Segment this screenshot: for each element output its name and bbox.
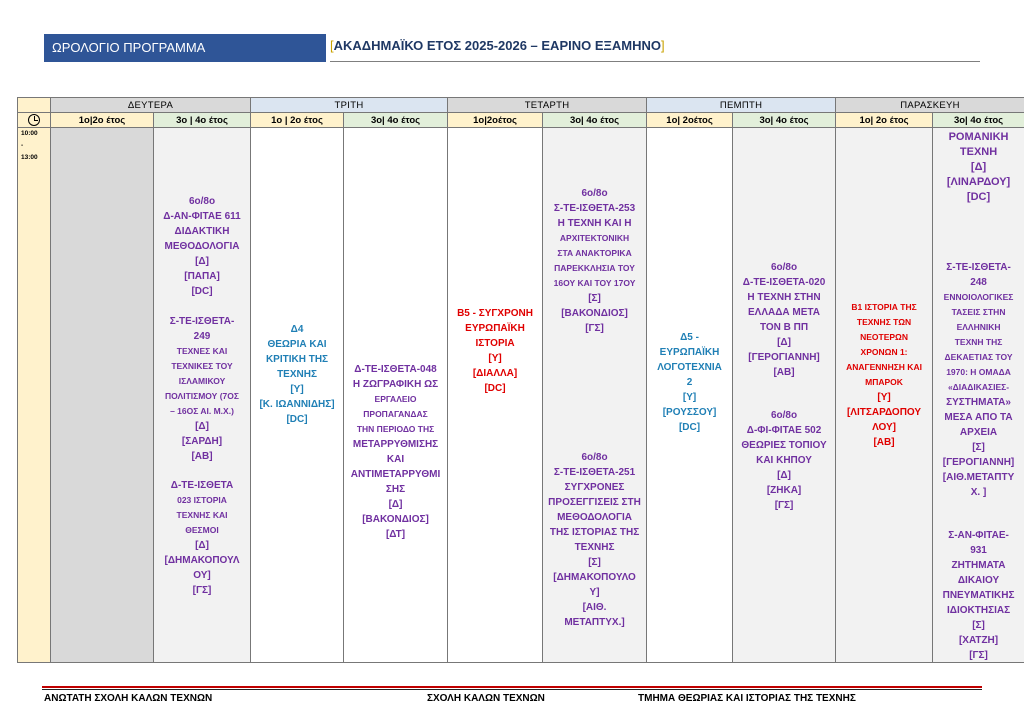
- course-block: [838, 300, 930, 450]
- course-line: ΜΕΤΑΠΤΥΧ.]: [564, 617, 625, 628]
- course-line: ΣΗΣ: [385, 484, 406, 495]
- course-line: ΕΡΓΑΛΕΙΟ: [374, 394, 417, 404]
- course-line: ΠΡΟΠΑΓΑΝΔΑΣ: [363, 409, 428, 419]
- course-line: [ΑΒ]: [191, 451, 213, 462]
- course-line: 2: [686, 377, 693, 388]
- course-line: ΧΡΟΝΩΝ 1:: [860, 347, 908, 357]
- course-line: Δ-ΤΕ-ΙΣΘΕΤΑ: [170, 480, 234, 491]
- year-header: 1ο | 2ο έτος: [251, 113, 344, 128]
- course-line: ΘΕΣΜΟΙ: [185, 525, 219, 535]
- course-line: ΘΕΩΡΙΕΣ ΤΟΠΙΟΥ: [741, 440, 827, 451]
- footer-divider-black: [42, 689, 982, 690]
- course-line: Χ. ]: [970, 487, 987, 498]
- course-line: 16ΟΥ ΚΑΙ ΤΟΥ 17ΟΥ: [553, 278, 636, 288]
- course-line: [ΖΗΚΑ]: [766, 485, 802, 496]
- cell-tue-12: [251, 128, 344, 663]
- course-line: [ΓΣ]: [585, 323, 604, 334]
- course-line: Η ΖΩΓΡΑΦΙΚΗ ΩΣ: [352, 379, 439, 390]
- clock-cell: [18, 113, 51, 128]
- cell-wed-12: [448, 128, 543, 663]
- cell-thu-12: [647, 128, 733, 663]
- academic-year-text: ΑΚΑΔΗΜΑΪΚΟ ΕΤΟΣ 2025-2026 – ΕΑΡΙΝΟ ΕΞΑΜΗΝΟ: [333, 38, 661, 53]
- course-block: [450, 306, 540, 396]
- time-slot: [18, 128, 51, 663]
- footer-divider-red: [42, 686, 982, 688]
- time-end: 13:00: [21, 154, 38, 161]
- course-line: ΤΗΝ ΠΕΡΙΟΔΟ ΤΗΣ: [356, 424, 435, 434]
- course-line: 6ο/8ο: [770, 262, 798, 273]
- cell-thu-34: [733, 128, 836, 663]
- course-line: ΔΕΚΑΕΤΙΑΣ ΤΟΥ: [944, 352, 1013, 362]
- year-header: 1ο| 2οέτος: [647, 113, 733, 128]
- course-line: [Σ]: [972, 620, 985, 631]
- course-line: ΠΟΛΙΤΙΣΜΟΥ (7ΟΣ: [165, 391, 239, 401]
- time-header: [18, 98, 51, 113]
- course-line: Η ΤΕΧΝΗ ΣΤΗΝ: [747, 292, 821, 303]
- course-line: [Δ]: [777, 337, 791, 348]
- course-line: [Υ]: [290, 384, 304, 395]
- course-line: [Σ]: [972, 442, 985, 453]
- course-block: [545, 450, 644, 630]
- course-line: ΟΥ]: [193, 570, 211, 581]
- course-line: [ΛΙΝΑΡΔΟΥ]: [946, 176, 1011, 188]
- course-line: [DC]: [966, 191, 991, 203]
- footer-school: ΣΧΟΛΗ ΚΑΛΩΝ ΤΕΧΝΩΝ: [427, 693, 545, 704]
- course-block: [735, 260, 833, 380]
- course-line: Δ5 -: [680, 332, 699, 343]
- course-line: 931: [970, 545, 987, 556]
- course-line: ΤΕΧΝΗΣ: [277, 369, 317, 380]
- course-line: ΤΕΧΝΗΣ: [574, 542, 615, 553]
- course-line: ΠΑΡΕΚΚΛΗΣΙΑ ΤΟΥ: [554, 263, 635, 273]
- course-line: [DC]: [286, 414, 308, 425]
- course-line: ΜΠΑΡΟΚ: [865, 377, 903, 387]
- course-line: Δ4: [290, 324, 304, 335]
- course-line: [Υ]: [682, 392, 697, 403]
- course-line: ΤΗΣ ΙΣΤΟΡΙΑΣ ΤΗΣ: [549, 527, 640, 538]
- course-line: Υ]: [589, 587, 600, 598]
- course-line: [ΔΗΜΑΚΟΠΟΥΛΟ: [553, 572, 636, 583]
- course-line: [Δ]: [970, 161, 987, 173]
- course-line: ΔΙΚΑΙΟΥ: [957, 575, 1000, 586]
- course-line: ΖΗΤΗΜΑΤΑ: [951, 560, 1006, 571]
- course-line: [ΛΙΤΣΑΡΔΟΠΟΥ: [846, 407, 922, 418]
- course-line: [ΑΙΘ.ΜΕΤΑΠΤΥ: [942, 472, 1015, 483]
- course-line: Σ-ΑΝ-ΦΙΤΑΕ-: [948, 530, 1009, 541]
- course-line: [ΑΒ]: [873, 437, 895, 448]
- schedule-table: [17, 97, 1024, 663]
- footer-university: ΑΝΩΤΑΤΗ ΣΧΟΛΗ ΚΑΛΩΝ ΤΕΧΝΩΝ: [44, 693, 213, 704]
- course-line: ΕΝΝΟΙΟΛΟΓΙΚΕΣ: [943, 292, 1014, 302]
- course-line: Σ-ΤΕ-ΙΣΘΕΤΑ-253: [553, 203, 636, 214]
- cell-fri-34: [933, 128, 1024, 663]
- course-line: Σ-ΤΕ-ΙΣΘΕΤΑ-: [946, 262, 1011, 273]
- course-line: ΤΟΝ Β ΠΠ: [759, 322, 809, 333]
- course-line: ΚΑΙ: [386, 454, 405, 465]
- course-block: [935, 130, 1022, 205]
- course-line: [ΓΕΡΟΓΙΑΝΝΗ]: [748, 352, 820, 363]
- course-line: Δ-ΦΙ-ΦΙΤΑΕ 502: [746, 425, 822, 436]
- course-line: ΤΑΣΕΙΣ ΣΤΗΝ: [951, 307, 1006, 317]
- day-tuesday: ΤΡΙΤΗ: [251, 98, 448, 113]
- course-line: ΜΕΤΑΡΡΥΘΜΙΣΗΣ: [352, 439, 439, 450]
- course-line: [Σ]: [588, 293, 601, 304]
- academic-year-title: [330, 38, 665, 53]
- time-dash: -: [21, 142, 24, 149]
- course-block: [545, 186, 644, 336]
- cell-fri-12: [836, 128, 933, 663]
- course-line: ΝΕΟΤΕΡΩΝ: [860, 332, 908, 342]
- course-line: [Υ]: [488, 353, 502, 364]
- course-line: [Κ. ΙΩΑΝΝΙΔΗΣ]: [259, 399, 335, 410]
- cell-tue-34: [344, 128, 448, 663]
- course-line: ΤΕΧΝΗ: [959, 146, 998, 158]
- course-block: [156, 314, 248, 464]
- course-line: ΔΙΔΑΚΤΙΚΗ: [174, 226, 230, 237]
- course-line: [ΓΣ]: [192, 585, 212, 596]
- course-line: ΠΡΟΣΕΓΓΙΣΕΙΣ ΣΤΗ: [548, 497, 641, 508]
- course-line: ΑΡΧΙΤΕΚΤΟΝΙΚΗ: [559, 233, 630, 243]
- year-header-row: [18, 113, 1024, 128]
- course-line: «ΔΙΑΔΙΚΑΣΙΕΣ-: [947, 382, 1010, 392]
- course-line: 6ο/8ο: [770, 410, 798, 421]
- year-header: 3ο| 4ο έτος: [933, 113, 1024, 128]
- course-line: ΙΣΛΑΜΙΚΟΥ: [178, 376, 226, 386]
- course-block: [253, 322, 341, 427]
- course-line: ΠΝΕΥΜΑΤΙΚΗΣ: [942, 590, 1015, 601]
- course-line: [ΣΑΡΔΗ]: [181, 436, 223, 447]
- time-slot-row: [18, 128, 1024, 663]
- course-line: [ΔΙΑΛΛΑ]: [472, 368, 518, 379]
- course-line: ΚΡΙΤΙΚΗ ΤΗΣ: [265, 354, 329, 365]
- schedule-title: ΩΡΟΛΟΓΙΟ ΠΡΟΓΡΑΜΜΑ: [44, 34, 326, 62]
- course-line: Β5 - ΣΥΓΧΡΟΝΗ: [457, 308, 533, 319]
- course-line: ΛΟΓΟΤΕΧΝΙΑ: [657, 362, 722, 373]
- course-line: 6ο/8ο: [581, 452, 608, 463]
- course-block: [649, 330, 730, 435]
- course-line: Β1 ΙΣΤΟΡΙΑ ΤΗΣ: [851, 302, 917, 312]
- course-line: ΤΕΧΝΕΣ ΚΑΙ: [176, 346, 228, 356]
- course-line: [Δ]: [195, 421, 209, 432]
- course-line: Δ-ΤΕ-ΙΣΘΕΤΑ-020: [742, 277, 826, 288]
- course-line: ΘΕΩΡΙΑ ΚΑΙ: [267, 339, 327, 350]
- year-header: 3ο| 4ο έτος: [733, 113, 836, 128]
- time-start: 10:00: [21, 130, 38, 137]
- year-header: 3ο| 4ο έτος: [344, 113, 448, 128]
- course-line: [Δ]: [777, 470, 791, 481]
- course-line: ΑΡΧΕΙΑ: [959, 427, 998, 438]
- course-line: Δ-ΤΕ-ΙΣΘΕΤΑ-048: [354, 364, 437, 375]
- course-line: Σ-ΤΕ-ΙΣΘΕΤΑ-: [169, 316, 235, 327]
- course-line: 1970: Η ΟΜΑΔΑ: [946, 367, 1011, 377]
- cell-wed-34: [543, 128, 647, 663]
- course-line: 249: [193, 331, 211, 342]
- course-line: ΣΥΣΤΗΜΑΤΑ»: [946, 397, 1011, 408]
- course-line: – 16ΟΣ ΑΙ. Μ.Χ.): [170, 406, 234, 416]
- course-block: [735, 408, 833, 513]
- course-line: ΑΝΤΙΜΕΤΑΡΡΥΘΜΙ: [350, 469, 441, 480]
- day-monday: ΔΕΥΤΕΡΑ: [51, 98, 251, 113]
- clock-icon: [28, 114, 40, 126]
- course-line: Δ-ΑΝ-ΦΙΤΑΕ 611: [163, 211, 241, 222]
- course-line: ΜΕΘΟΔΟΛΟΓΙΑ: [164, 241, 240, 252]
- course-line: Σ-ΤΕ-ΙΣΘΕΤΑ-251: [553, 467, 636, 478]
- course-line: [ΑΒ]: [773, 367, 795, 378]
- course-line: [DC]: [678, 422, 701, 433]
- course-block: [935, 260, 1022, 500]
- day-header-row: [18, 98, 1024, 113]
- course-line: [Δ]: [388, 499, 403, 510]
- cell-mon-34: [154, 128, 251, 663]
- year-header: 3ο | 4ο έτος: [154, 113, 251, 128]
- bracket-close: ]: [661, 38, 665, 53]
- course-line: ΕΛΛΑΔΑ ΜΕΤΑ: [748, 307, 821, 318]
- cell-mon-12: [51, 128, 154, 663]
- course-block: [346, 362, 445, 542]
- course-line: ΤΕΧΝΙΚΕΣ ΤΟΥ: [171, 361, 233, 371]
- course-line: ΤΕΧΝΗ ΤΗΣ: [954, 337, 1003, 347]
- course-line: 023 ΙΣΤΟΡΙΑ: [177, 495, 227, 505]
- bracket-open: [: [330, 38, 334, 53]
- course-line: [ΓΕΡΟΓΙΑΝΝΗ]: [942, 457, 1015, 468]
- course-line: [ΡΟΥΣΣΟΥ]: [662, 407, 717, 418]
- course-line: [ΧΑΤΖΗ]: [958, 635, 999, 646]
- course-line: [Δ]: [195, 540, 209, 551]
- course-block: [156, 478, 248, 598]
- course-line: ΜΕΘΟΔΟΛΟΓΙΑ: [557, 512, 632, 523]
- year-header: 1ο|2οέτος: [448, 113, 543, 128]
- course-line: ΕΛΛΗΝΙΚΗ: [956, 322, 1001, 332]
- course-line: ΛΟΥ]: [872, 422, 896, 433]
- course-line: [ΒΑΚΟΝΔΙΟΣ]: [561, 308, 628, 319]
- course-line: ΣΥΓΧΡΟΝΕΣ: [564, 482, 625, 493]
- course-block: [156, 194, 248, 299]
- day-thursday: ΠΕΜΠΤΗ: [647, 98, 836, 113]
- header-divider: [330, 61, 980, 62]
- course-line: ΤΕΧΝΗΣ ΚΑΙ: [176, 510, 228, 520]
- course-line: [ΠΑΠΑ]: [184, 271, 220, 282]
- course-line: 6ο/8ο: [581, 188, 608, 199]
- course-line: ΡΟΜΑΝΙΚΗ: [948, 131, 1009, 143]
- year-header: 1ο|2ο έτος: [51, 113, 154, 128]
- course-line: ΜΕΣΑ ΑΠΟ ΤΑ: [944, 412, 1013, 423]
- course-line: ΕΥΡΩΠΑΪΚΗ: [465, 323, 525, 334]
- course-line: [Σ]: [588, 557, 601, 568]
- day-friday: ΠΑΡΑΣΚΕΥΗ: [836, 98, 1024, 113]
- course-line: [ΔΤ]: [385, 529, 406, 540]
- course-line: [ΓΣ]: [969, 650, 988, 661]
- course-line: [ΑΙΘ.: [582, 602, 607, 613]
- course-line: [DC]: [191, 286, 213, 297]
- year-header: 3ο| 4ο έτος: [543, 113, 647, 128]
- course-line: [ΓΣ]: [774, 500, 794, 511]
- year-header: 1ο| 2ο έτος: [836, 113, 933, 128]
- course-line: 248: [970, 277, 987, 288]
- course-line: Η ΤΕΧΝΗ ΚΑΙ Η: [557, 218, 632, 229]
- course-line: ΚΑΙ ΚΗΠΟΥ: [756, 455, 812, 466]
- course-line: 6ο/8ο: [188, 196, 216, 207]
- course-line: [DC]: [484, 383, 506, 394]
- course-line: ΑΝΑΓΕΝΝΗΣΗ ΚΑΙ: [846, 362, 922, 372]
- course-line: [Υ]: [877, 392, 891, 403]
- day-wednesday: ΤΕΤΑΡΤΗ: [448, 98, 647, 113]
- course-line: [ΔΗΜΑΚΟΠΟΥΛ: [164, 555, 240, 566]
- course-line: ΕΥΡΩΠΑΪΚΗ: [659, 347, 720, 358]
- course-line: [ΒΑΚΟΝΔΙΟΣ]: [362, 514, 429, 525]
- course-line: ΙΔΙΟΚΤΗΣΙΑΣ: [947, 605, 1011, 616]
- footer-department: ΤΜΗΜΑ ΘΕΩΡΙΑΣ ΚΑΙ ΙΣΤΟΡΙΑΣ ΤΗΣ ΤΕΧΝΗΣ: [638, 693, 856, 704]
- course-line: [Δ]: [195, 256, 209, 267]
- course-line: ΤΕΧΝΗΣ ΤΩΝ: [856, 317, 912, 327]
- course-line: ΙΣΤΟΡΙΑ: [475, 338, 515, 349]
- course-line: ΣΤΑ ΑΝΑΚΤΟΡΙΚΑ: [557, 248, 632, 258]
- course-block: [935, 528, 1022, 663]
